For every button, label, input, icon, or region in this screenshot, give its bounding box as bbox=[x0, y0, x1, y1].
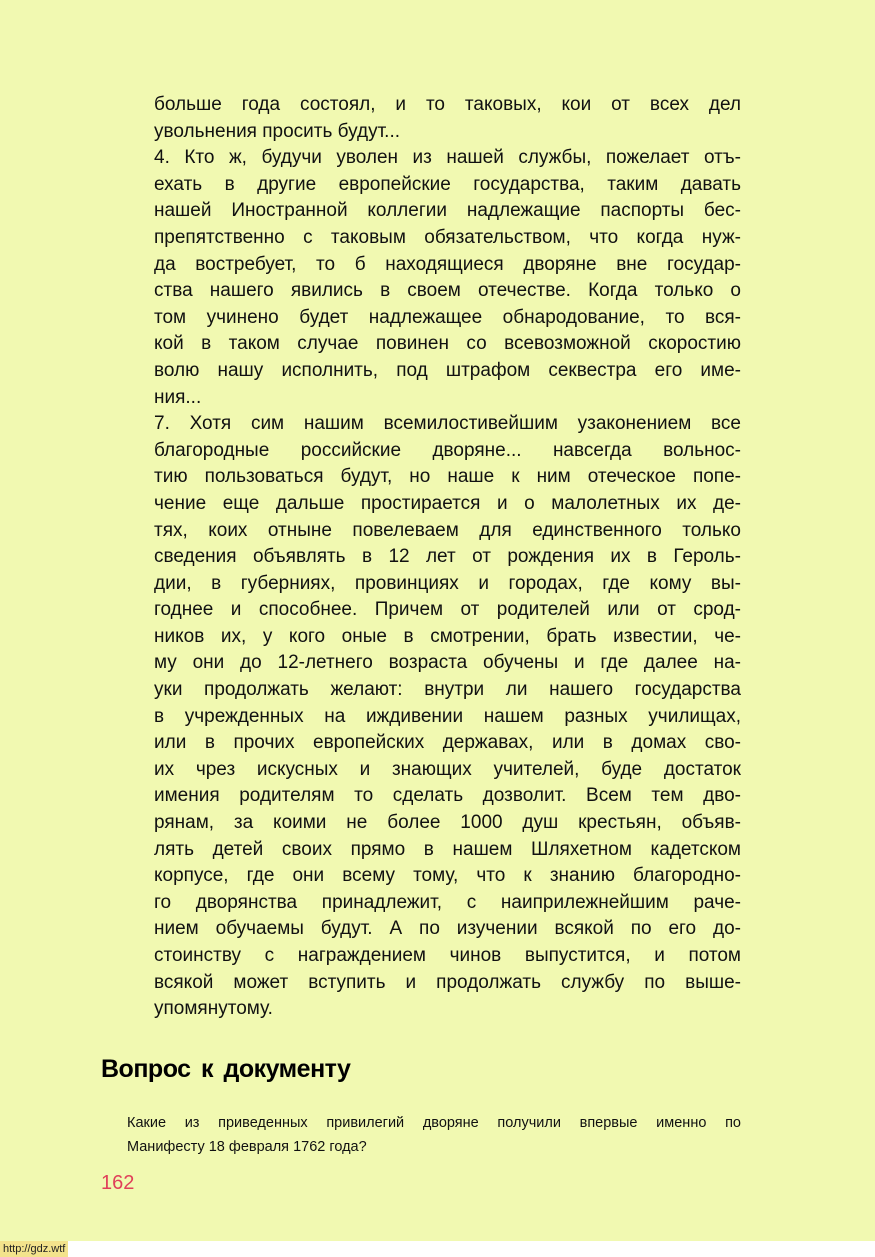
text-line: их чрез искусных и знающих учителей, буде достаток bbox=[154, 758, 741, 780]
text-line: ства нашего явились в своем отечестве. Когда только о bbox=[154, 280, 741, 302]
question-line: Какие из приведенных привилегий дворяне получили впервые именно по bbox=[127, 1115, 741, 1131]
text-line: чение еще дальше простирается и о малолетных их де- bbox=[154, 492, 741, 514]
text-line: дии, в губерниях, провинциях и городах, где кому вы- bbox=[154, 572, 741, 594]
text-line: да востребует, то б находящиеся дворяне вне государ- bbox=[154, 253, 741, 275]
text-line: увольнения просить будут... bbox=[154, 120, 401, 142]
text-line: том учинено будет надлежащее обнародование, то вся- bbox=[154, 306, 741, 328]
text-line: ников их, у кого оные в смотрении, брать известии, че- bbox=[154, 625, 741, 647]
text-line: нашей Иностранной коллегии надлежащие паспорты бес- bbox=[154, 200, 741, 222]
text-line: упомянутому. bbox=[154, 998, 273, 1020]
text-line: благородные российские дворяне... навсегда вольнос- bbox=[154, 439, 741, 461]
text-line: больше года состоял, и то таковых, кои от всех дел bbox=[154, 94, 741, 115]
question-text bbox=[127, 1112, 741, 1159]
paragraph bbox=[154, 92, 741, 145]
text-line: 7. Хотя сим нашим всемилостивейшим узаконением все bbox=[154, 413, 741, 435]
text-line: рянам, за коими не более 1000 душ крестьян, объяв- bbox=[154, 812, 741, 834]
paragraph bbox=[154, 411, 741, 1023]
text-line: 4. Кто ж, будучи уволен из нашей службы, пожелает отъ- bbox=[154, 147, 741, 169]
text-line: имения родителям то сделать дозволит. Всем тем дво- bbox=[154, 785, 741, 807]
text-line: в учрежденных на иждивении нашем разных училищах, bbox=[154, 705, 741, 727]
text-line: препятственно с таковым обязательством, что когда нуж- bbox=[154, 226, 741, 248]
section-heading: Вопрос к документу bbox=[101, 1055, 351, 1083]
text-line: волю нашу исполнить, под штрафом секвестра его име- bbox=[154, 359, 741, 381]
document-excerpt bbox=[154, 92, 741, 1023]
text-line: или в прочих европейских державах, или в домах сво- bbox=[154, 732, 741, 754]
text-line: тию пользоваться будут, но наше к ним отеческое попе- bbox=[154, 466, 741, 488]
watermark-link[interactable]: http://gdz.wtf bbox=[0, 1241, 68, 1257]
text-line: ния... bbox=[154, 386, 202, 408]
text-line: му они до 12-летнего возраста обучены и где далее на- bbox=[154, 652, 741, 674]
text-line: лять детей своих прямо в нашем Шляхетном кадетском bbox=[154, 838, 741, 860]
text-line: корпусе, где они всему тому, что к знанию благородно- bbox=[154, 865, 741, 887]
paragraph bbox=[154, 145, 741, 411]
text-line: кой в таком случае повинен со всевозможной скоростию bbox=[154, 333, 741, 355]
text-line: тях, коих отныне повелеваем для единственного только bbox=[154, 519, 741, 541]
text-line: нием обучаемы будут. А по изучении всякой по его до- bbox=[154, 918, 741, 940]
page-number: 162 bbox=[101, 1172, 135, 1194]
question-line: Манифесту 18 февраля 1762 года? bbox=[127, 1138, 367, 1155]
text-line: сведения объявлять в 12 лет от рождения их в Героль- bbox=[154, 546, 741, 568]
text-line: го дворянства принадлежит, с наиприлежнейшим раче- bbox=[154, 891, 741, 913]
text-line: ехать в другие европейские государства, таким давать bbox=[154, 173, 741, 195]
text-line: уки продолжать желают: внутри ли нашего государства bbox=[154, 679, 741, 701]
text-line: стоинству с награждением чинов выпустится, и потом bbox=[154, 945, 741, 966]
text-line: годнее и способнее. Причем от родителей или от срод- bbox=[154, 599, 741, 621]
text-line: всякой может вступить и продолжать службу по выше- bbox=[154, 971, 741, 993]
